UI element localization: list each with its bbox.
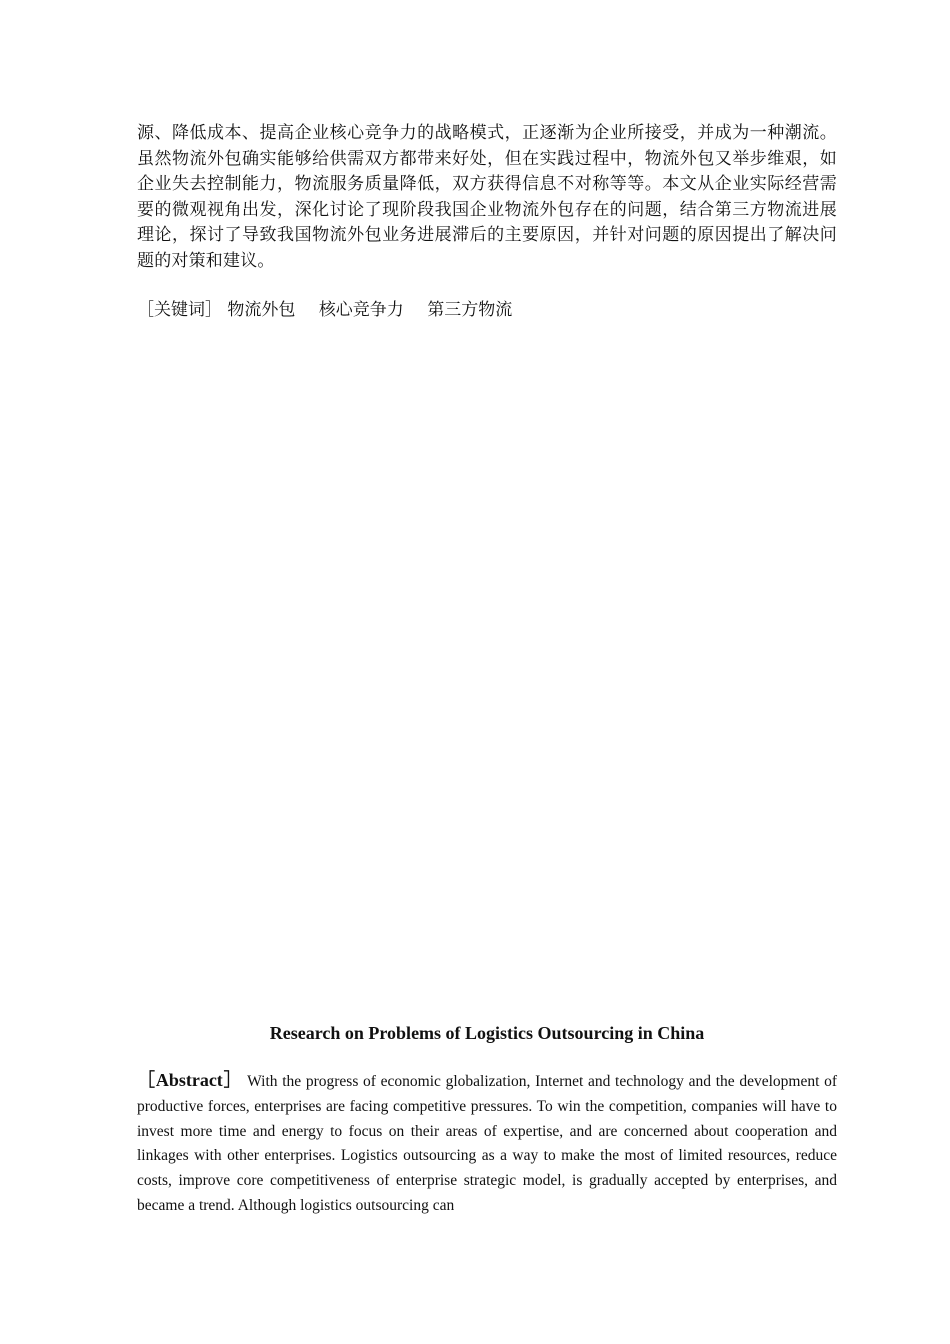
abstract-label: ［Abstract］ bbox=[137, 1070, 243, 1090]
chinese-abstract-paragraph: 源、降低成本、提高企业核心竞争力的战略模式，正逐渐为企业所接受，并成为一种潮流。虽然物流外包确实能够给供需双方都带来好处，但在实践过程中，物流外包又举步维艰，如企业失去控制能力，物流服务质量降低，双方获得信息不对称等等。本文从企业实际经营需要的微观视角出发，深化讨论了现阶段我国企业物流外包存在的问题，结合第三方物流进展理论，探讨了导致我国物流外包业务进展滞后的主要原因，并针对问题的原因提出了解决问题的对策和建议。 bbox=[137, 123, 837, 271]
keyword-item: 物流外包 bbox=[227, 300, 296, 320]
english-abstract-paragraph bbox=[137, 1068, 837, 1219]
abstract-text: With the progress of economic globalization, Internet and technology and the development of productive forces, enterprises are facing competitive pressures. To win the competition, companies will have to invest more time and energy to focus on their areas of expertise, and are concerned about cooperation and linkages with other enterprises. Logistics outsourcing as a way to make the most of limited resources, reduce costs, improve core competitiveness of enterprise strategic model, is gradually accepted by enterprises, and became a trend. Although logistics outsourcing can bbox=[137, 1073, 837, 1214]
keyword-item: 第三方物流 bbox=[427, 300, 513, 320]
chinese-keywords bbox=[137, 297, 837, 323]
keyword-item: 核心竞争力 bbox=[318, 300, 404, 320]
keywords-label: ［关键词］ bbox=[137, 300, 222, 320]
english-title: Research on Problems of Logistics Outsourcing in China bbox=[269, 1023, 705, 1043]
